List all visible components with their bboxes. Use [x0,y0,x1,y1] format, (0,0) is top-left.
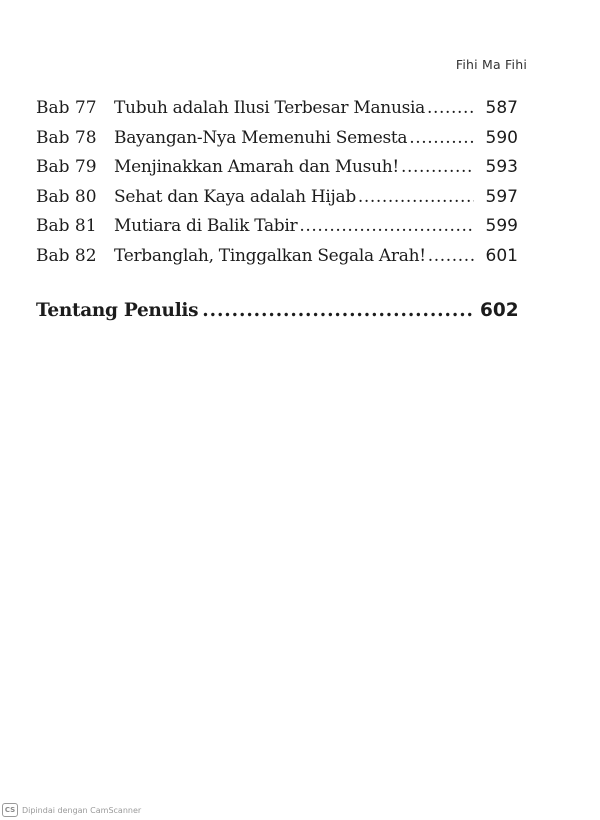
toc-chapter-title: Terbanglah, Tinggalkan Segala Arah! [114,245,426,266]
toc-chapter-title: Menjinakkan Amarah dan Musuh! [114,157,399,177]
scanner-watermark-text: Dipindai dengan CamScanner [22,805,142,815]
toc-section-title: Tentang Penulis [36,300,199,321]
table-of-contents [36,98,518,330]
camscanner-logo-icon: CS [2,803,18,817]
toc-page-number: 602 [480,300,519,321]
dot-leader [358,187,474,207]
toc-chapter-number: Bab 82 [36,245,97,266]
dot-leader [202,300,474,321]
toc-page-number: 590 [485,127,518,148]
toc-page-number: 601 [485,245,518,266]
toc-chapter-title: Bayangan-Nya Memenuhi Semesta [114,127,408,148]
running-header: Fihi Ma Fihi [455,57,527,72]
toc-entry [36,216,518,246]
toc-chapter-number: Bab 78 [36,127,97,148]
toc-entry [36,98,518,128]
dot-leader [299,216,474,236]
toc-chapter-number: Bab 79 [36,157,97,177]
toc-page-number: 587 [485,98,518,118]
toc-page-number: 597 [485,186,518,207]
dot-leader [428,246,474,266]
toc-chapter-title: Sehat dan Kaya adalah Hijab [114,186,356,207]
toc-entry-about-author [36,300,518,330]
toc-entry [36,128,518,158]
toc-chapter-number: Bab 81 [36,216,97,236]
scanner-watermark [2,803,141,817]
toc-page-number: 593 [485,157,518,177]
toc-page-number: 599 [485,216,518,236]
toc-chapter-number: Bab 80 [36,186,97,207]
toc-entry [36,157,518,187]
dot-leader [401,157,474,177]
toc-chapter-number: Bab 77 [36,98,97,118]
toc-entry [36,187,518,217]
toc-chapter-title: Mutiara di Balik Tabir [114,216,298,236]
toc-entry [36,246,518,276]
toc-chapter-title: Tubuh adalah Ilusi Terbesar Manusia [114,98,425,118]
dot-leader [427,98,474,118]
dot-leader [409,128,474,148]
